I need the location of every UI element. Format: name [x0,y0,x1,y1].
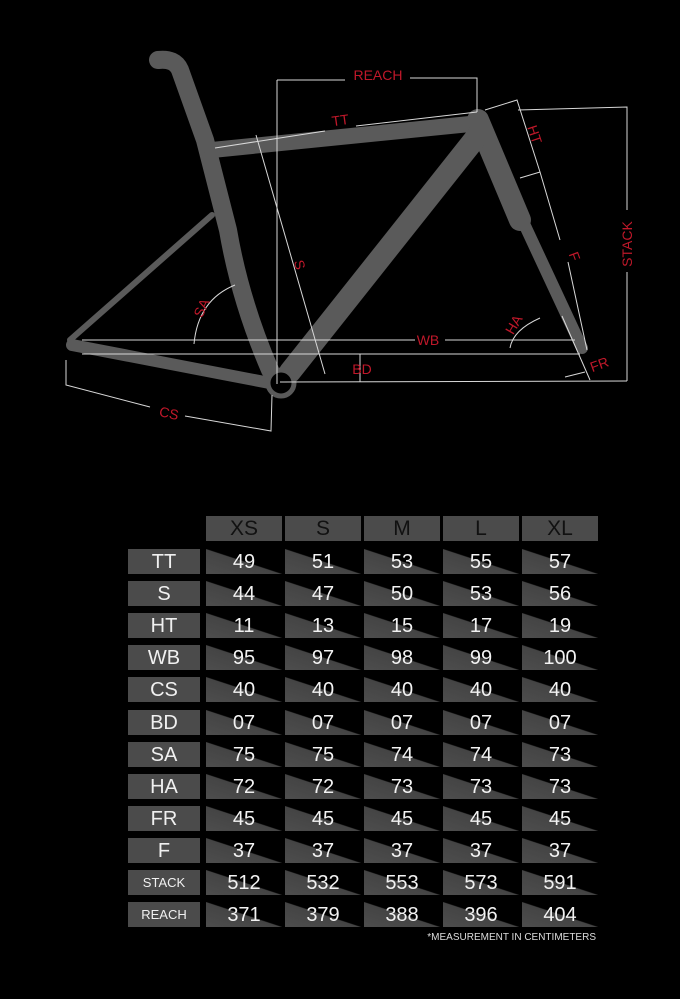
seat-angle-label: SA [190,296,213,320]
table-cell: 15 [364,613,440,638]
head-tube-label: HT [524,123,546,146]
table-cell: 388 [364,902,440,927]
row-label-f: F [128,838,200,863]
bike-frame [70,60,582,396]
row-label-fr: FR [128,806,200,831]
fork-rake-label: FR [587,353,611,376]
table-cell: 532 [285,870,361,895]
head-angle-label: HA [501,312,526,337]
table-cell: 56 [522,581,598,606]
stack-label: STACK [619,221,635,267]
table-cell: 40 [522,677,598,702]
table-cell: 19 [522,613,598,638]
table-cell: 45 [364,806,440,831]
table-cell: 55 [443,549,519,574]
table-cell: 73 [522,742,598,767]
table-cell: 57 [522,549,598,574]
table-cell: 72 [206,774,282,799]
table-cell: 53 [364,549,440,574]
table-cell: 45 [443,806,519,831]
table-cell: 37 [522,838,598,863]
table-cell: 07 [285,710,361,735]
row-label-reach: REACH [128,902,200,927]
table-cell: 40 [206,677,282,702]
size-header-l: L [443,516,519,541]
table-cell: 95 [206,645,282,670]
table-cell: 13 [285,613,361,638]
seat-tube-label: S [290,258,309,272]
size-header-xl: XL [522,516,598,541]
table-cell: 53 [443,581,519,606]
table-cell: 40 [285,677,361,702]
table-cell: 98 [364,645,440,670]
table-cell: 07 [206,710,282,735]
table-cell: 75 [206,742,282,767]
table-cell: 07 [364,710,440,735]
row-label-sa: SA [128,742,200,767]
size-header-m: M [364,516,440,541]
fork-label: F [565,249,584,264]
top-tube-label: TT [330,110,350,130]
row-label-s: S [128,581,200,606]
table-cell: 45 [285,806,361,831]
table-cell: 40 [443,677,519,702]
table-cell: 371 [206,902,282,927]
table-cell: 73 [443,774,519,799]
table-cell: 73 [364,774,440,799]
table-cell: 45 [522,806,598,831]
table-cell: 72 [285,774,361,799]
table-cell: 47 [285,581,361,606]
table-cell: 07 [522,710,598,735]
table-cell: 73 [522,774,598,799]
table-cell: 97 [285,645,361,670]
table-cell: 49 [206,549,282,574]
table-cell: 512 [206,870,282,895]
table-cell: 51 [285,549,361,574]
table-cell: 379 [285,902,361,927]
table-cell: 573 [443,870,519,895]
table-cell: 50 [364,581,440,606]
table-cell: 74 [443,742,519,767]
table-cell: 45 [206,806,282,831]
table-cell: 74 [364,742,440,767]
table-cell: 99 [443,645,519,670]
row-label-wb: WB [128,645,200,670]
table-cell: 37 [443,838,519,863]
table-cell: 07 [443,710,519,735]
row-label-stack: STACK [128,870,200,895]
table-cell: 37 [206,838,282,863]
row-label-cs: CS [128,677,200,702]
row-label-ha: HA [128,774,200,799]
bike-frame-geometry-diagram [0,0,680,460]
table-cell: 17 [443,613,519,638]
row-label-bd: BD [128,710,200,735]
table-cell: 37 [364,838,440,863]
reach-label: REACH [353,67,403,83]
table-cell: 37 [285,838,361,863]
chainstay-label: CS [157,403,181,423]
table-cell: 11 [206,613,282,638]
row-label-tt: TT [128,549,200,574]
table-cell: 591 [522,870,598,895]
size-header-xs: XS [206,516,282,541]
table-cell: 396 [443,902,519,927]
table-cell: 75 [285,742,361,767]
measurement-footnote: *MEASUREMENT IN CENTIMETERS [427,932,596,943]
table-cell: 40 [364,677,440,702]
table-cell: 100 [522,645,598,670]
table-cell: 553 [364,870,440,895]
row-label-ht: HT [128,613,200,638]
table-cell: 44 [206,581,282,606]
wheelbase-label: WB [416,332,440,348]
bb-drop-label: BD [352,361,372,377]
table-cell: 404 [522,902,598,927]
size-header-s: S [285,516,361,541]
